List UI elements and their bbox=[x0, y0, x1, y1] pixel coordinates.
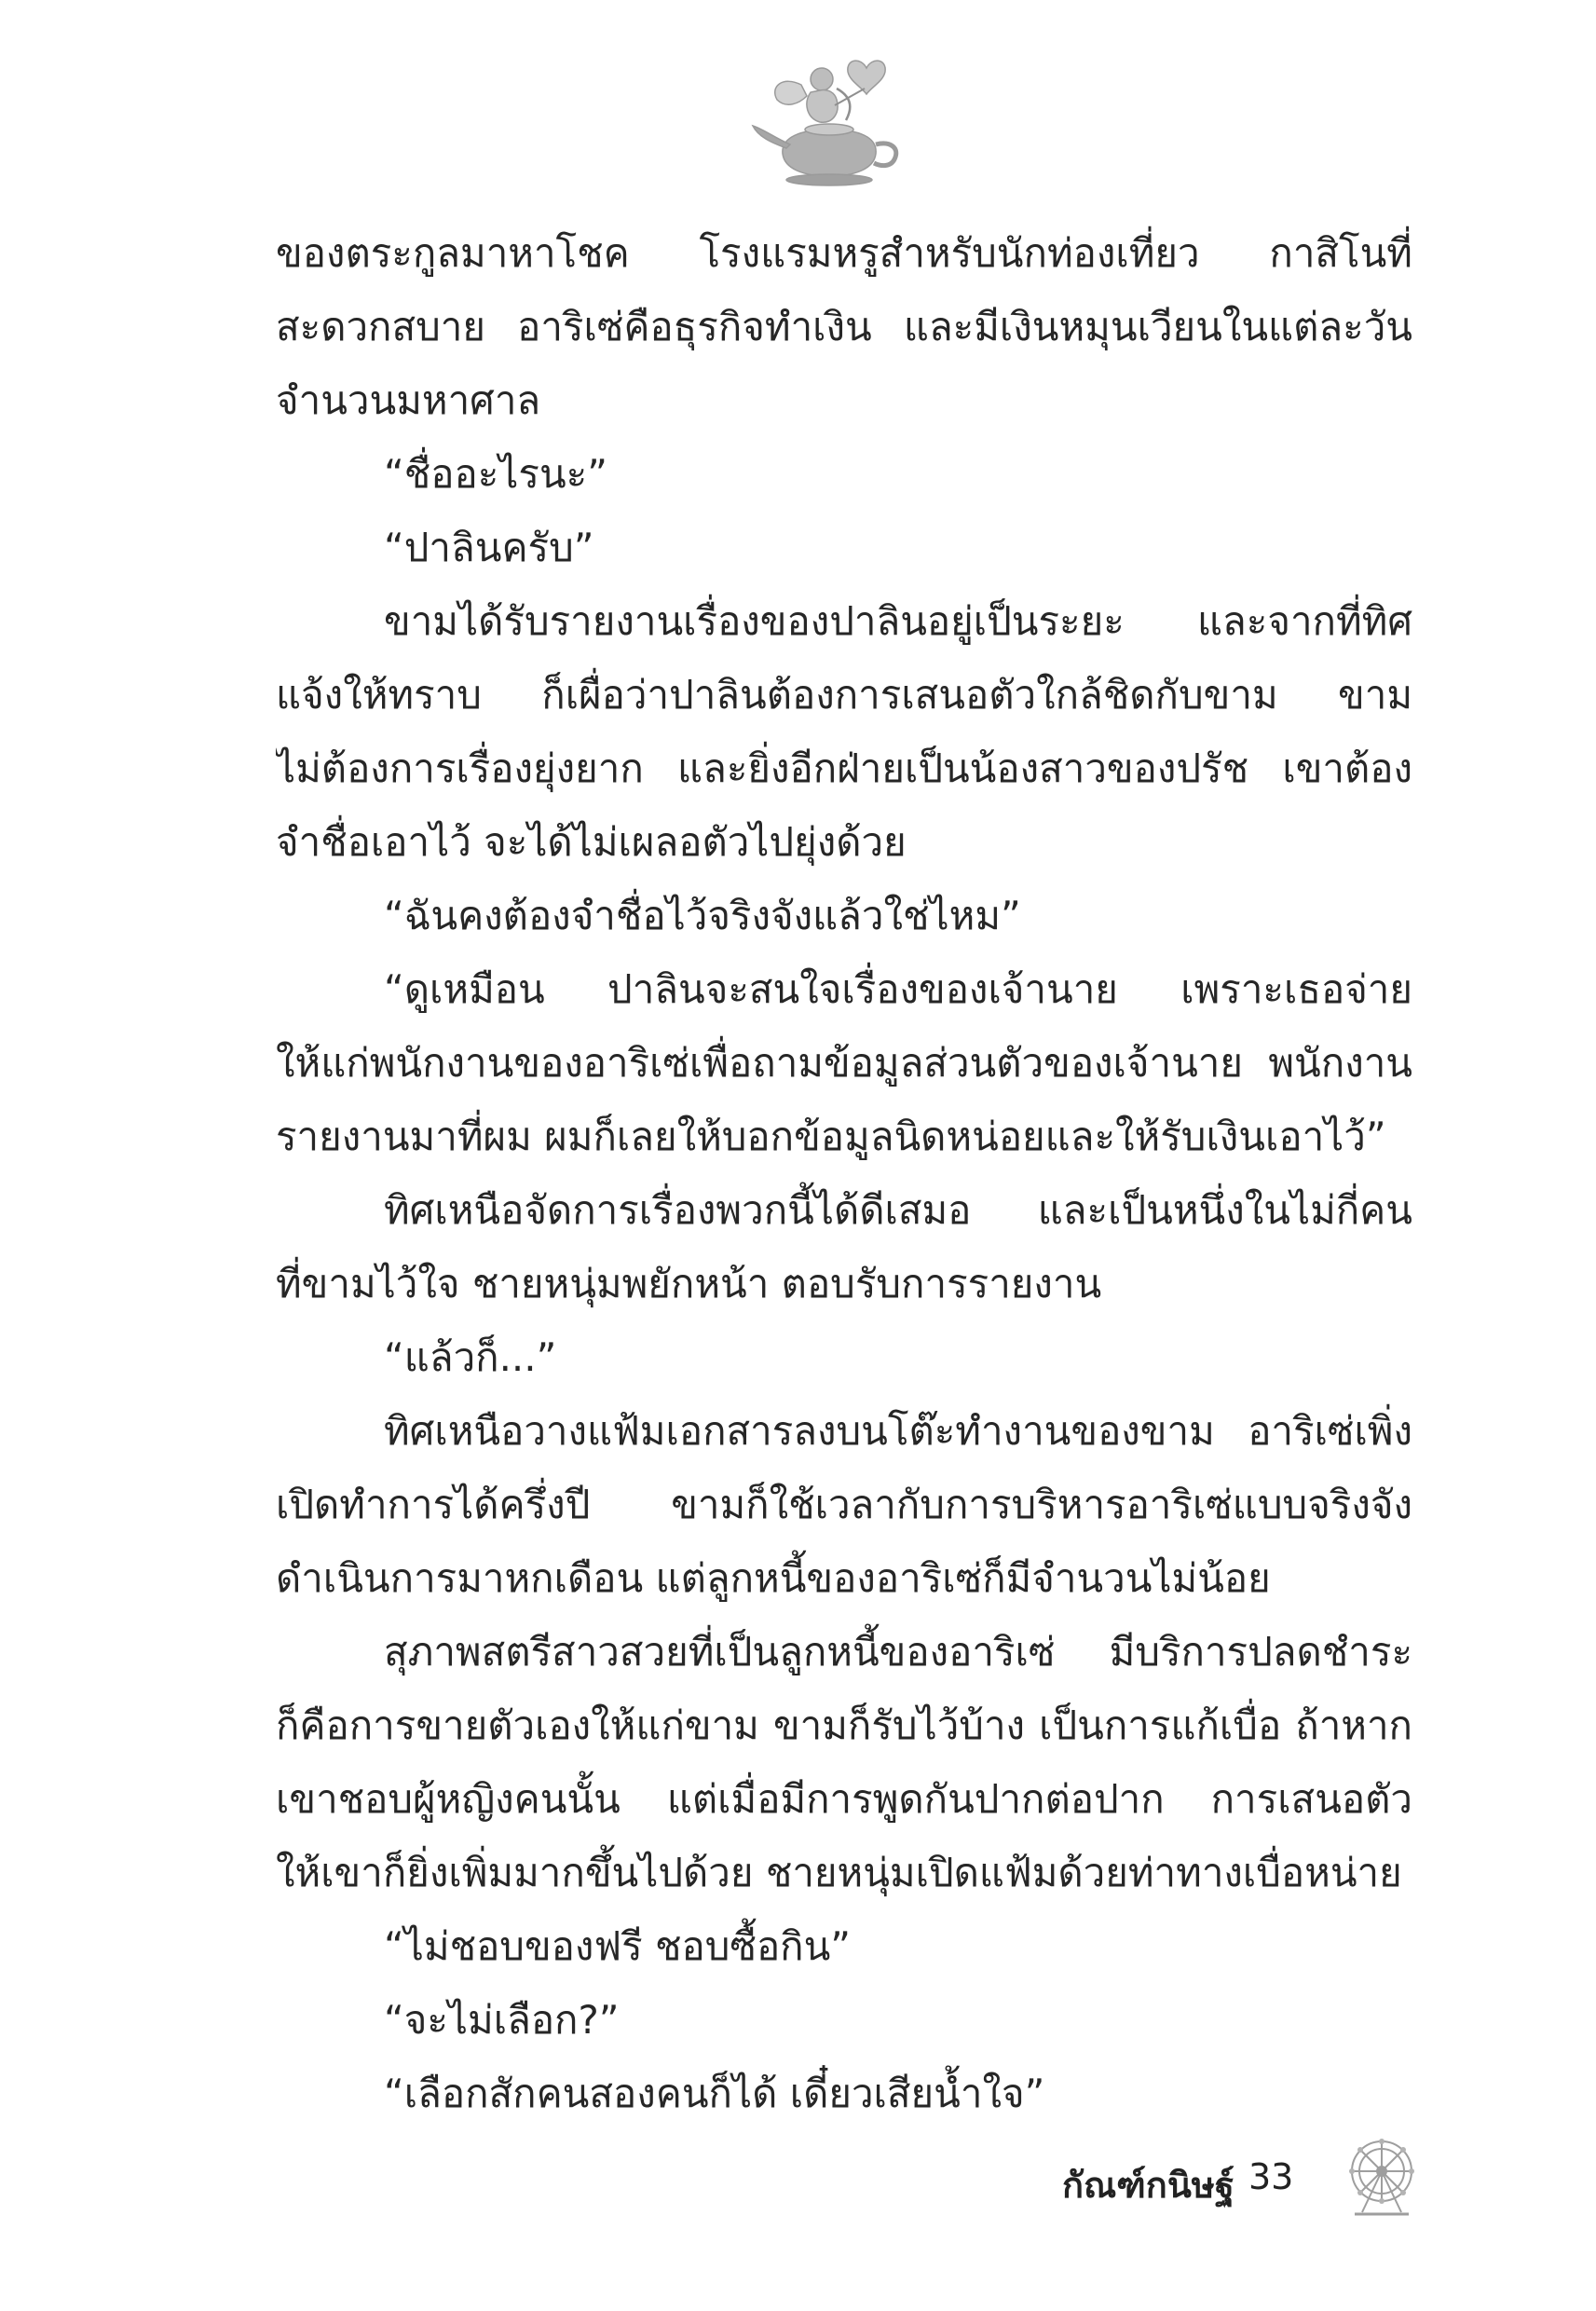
text-line: ดำเนินการมาหกเดือน แต่ลูกหนี้ของอาริเซ่ก็มีจำนวนไม่น้อย bbox=[276, 1555, 1271, 1601]
text-line: จำนวนมหาศาล bbox=[276, 377, 541, 423]
text-line: “ไม่ชอบของฟรี ชอบซื้อกิน” bbox=[384, 1923, 852, 1969]
paragraph bbox=[276, 1394, 1412, 1615]
text-line: ให้เขาก็ยิ่งเพิ่มมากขึ้นไปด้วย ชายหนุ่มเปิดแฟ้มด้วยท่าทางเบื่อหน่าย bbox=[276, 1850, 1402, 1895]
paragraph bbox=[276, 952, 1412, 1173]
book-title: กัณฑ์กนิษฐ์ bbox=[1062, 2165, 1235, 2206]
paragraph bbox=[276, 1320, 1412, 1394]
text-line: ให้แก่พนักงานของอาริเซ่เพื่อถามข้อมูลส่วนตัวของเจ้านาย พนักงาน bbox=[276, 1040, 1412, 1086]
text-line: “ฉันคงต้องจำชื่อไว้จริงจังแล้วใช่ไหม” bbox=[384, 893, 1021, 938]
paragraph bbox=[276, 216, 1412, 437]
text-line: ก็คือการขายตัวเองให้แก่ขาม ขามก็รับไว้บ้าง เป็นการแก้เบื่อ ถ้าหาก bbox=[276, 1702, 1412, 1748]
paragraph bbox=[276, 2057, 1412, 2130]
paragraph bbox=[276, 879, 1412, 952]
text-line: จำชื่อเอาไว้ จะได้ไม่เผลอตัวไปยุ่งด้วย bbox=[276, 819, 907, 865]
text-line: ที่ขามไว้ใจ ชายหนุ่มพยักหน้า ตอบรับการรายงาน bbox=[276, 1261, 1102, 1306]
text-line: ขามได้รับรายงานเรื่องของปาลินอยู่เป็นระยะ และจากที่ทิศ bbox=[384, 598, 1412, 644]
text-line: รายงานมาที่ผม ผมก็เลยให้บอกข้อมูลนิดหน่อยและให้รับเงินเอาไว้” bbox=[276, 1114, 1386, 1159]
cupid-teapot-ornament-icon bbox=[745, 51, 913, 191]
text-line: “จะไม่เลือก?” bbox=[384, 1997, 620, 2043]
text-line: “ปาลินครับ” bbox=[384, 525, 594, 570]
body-text bbox=[276, 216, 1412, 2130]
text-line: “ดูเหมือน ปาลินจะสนใจเรื่องของเจ้านาย เพราะเธอจ่าย bbox=[384, 966, 1412, 1012]
text-line: สุภาพสตรีสาวสวยที่เป็นลูกหนี้ของอาริเซ่ มีบริการปลดชำระ bbox=[384, 1629, 1412, 1675]
page-footer bbox=[0, 2134, 1596, 2218]
paragraph bbox=[276, 437, 1412, 511]
paragraph bbox=[276, 584, 1412, 879]
paragraph bbox=[276, 1983, 1412, 2057]
paragraph bbox=[276, 1173, 1412, 1320]
text-line: “แล้วก็...” bbox=[384, 1334, 557, 1380]
paragraph bbox=[276, 1909, 1412, 1983]
page-number: 33 bbox=[1248, 2156, 1294, 2197]
text-line: เปิดทำการได้ครึ่งปี ขามก็ใช้เวลากับการบริหารอาริเซ่แบบจริงจัง bbox=[276, 1482, 1412, 1527]
text-line: “ชื่ออะไรนะ” bbox=[384, 451, 607, 497]
text-line: ทิศเหนือวางแฟ้มเอกสารลงบนโต๊ะทำงานของขาม อาริเซ่เพิ่ง bbox=[384, 1408, 1412, 1454]
paragraph bbox=[276, 511, 1412, 584]
text-line: ไม่ต้องการเรื่องยุ่งยาก และยิ่งอีกฝ่ายเป็นน้องสาวของปรัช เขาต้อง bbox=[276, 745, 1412, 791]
text-line: ทิศเหนือจัดการเรื่องพวกนี้ได้ดีเสมอ และเป็นหนึ่งในไม่กี่คน bbox=[384, 1187, 1412, 1233]
text-line: ของตระกูลมาหาโชค โรงแรมหรูสำหรับนักท่องเที่ยว กาสิโนที่ bbox=[276, 230, 1412, 276]
text-line: แจ้งให้ทราบ ก็เผื่อว่าปาลินต้องการเสนอตัวใกล้ชิดกับขาม ขาม bbox=[276, 672, 1412, 718]
text-line: “เลือกสักคนสองคนก็ได้ เดี๋ยวเสียน้ำใจ” bbox=[384, 2071, 1045, 2116]
ferris-wheel-icon bbox=[1342, 2134, 1422, 2218]
paragraph bbox=[276, 1615, 1412, 1909]
text-line: เขาชอบผู้หญิงคนนั้น แต่เมื่อมีการพูดกันปากต่อปาก การเสนอตัว bbox=[276, 1776, 1412, 1822]
text-line: สะดวกสบาย อาริเซ่คือธุรกิจทำเงิน และมีเงินหมุนเวียนในแต่ละวัน bbox=[276, 304, 1412, 349]
